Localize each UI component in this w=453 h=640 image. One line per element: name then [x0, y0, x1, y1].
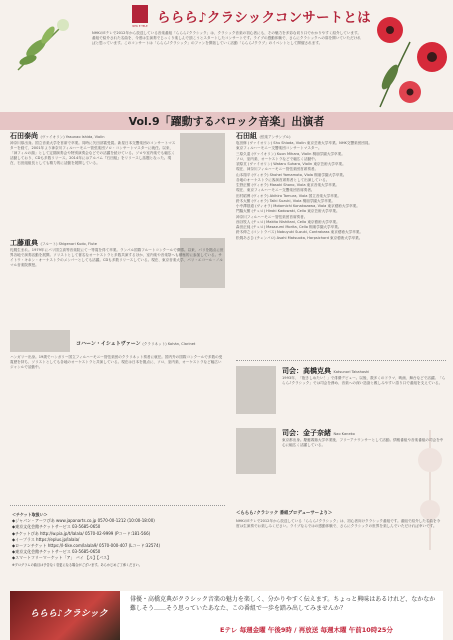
member-entry: 西谷牧人 (チェロ) Makito Nishitani, Cello 東京藝術大学卒業。	[236, 219, 340, 224]
banner-text: 俳優・高橋克典がクラシック音楽の魅力を楽しく、分かりやすく伝えます。ちょっと興味はあるけれど、なかなか難しそう……そう思っていたあなた、この番組で一歩を踏み出してみませんか？	[130, 596, 436, 612]
logo-subtitle: NHK E TELE	[132, 25, 148, 28]
member-entry: 田村昭博 (ヴィオラ) Akihiro Tamura, Viola 国立音楽大学卒業。	[236, 193, 341, 198]
performer-3-bio: ハンガリー出身。19歳でハンガリー国立フィルハーモニー管弦楽団のクラリネット奏者に就任。国内外の国際コンクールで多数の受賞歴を持ち、ソリストとしても各地のオーケストラと共演している。現在は日本を拠点に、ソロ、室内楽、オーケストラなど幅広いジャンルで活動中。	[10, 355, 223, 370]
divider	[10, 505, 225, 506]
host-name: 司会：高橋克典	[282, 367, 331, 375]
host2-heading	[282, 428, 355, 438]
flower-decoration-left	[8, 10, 78, 80]
ticket-item[interactable]: ◆イープラス https://eplus.jp/lalala/	[12, 536, 80, 542]
intro-text: NHKのEテレで2012年から放送している音楽番組「ららら♪クラシック」は、クラシック音楽の初心者にも、その魅力を多彩な切り口でわかりやすく紹介しています。番組で紹介された名曲を、今度は生演奏でじっくり楽しんで頂こうとスタートしたコンサートです。ライブの感動体験で、さらにクラシックへの扉を開いていただければと思っています。このコンサートは「ららら♪クラシック」のファンを開拓していく活動「ららら♪クラブ」のイベントとして開催されます。	[92, 31, 361, 46]
performer-3-role: (クラリネット) Kohán, Clarinet	[142, 342, 196, 346]
group-heading	[236, 131, 291, 141]
banner-logo: ららら♪クラシック	[30, 609, 108, 619]
broadcast-schedule: Eテレ 毎週金曜 午後9時 / 再放送 毎週木曜 午前10時25分	[220, 626, 393, 634]
host2-name: 司会：金子奈緒	[282, 429, 331, 437]
ticket-item[interactable]: ◆ジャパン・アーツぴあ www.japanarts.co.jp 0570-00-1212 (10:00-18:00)	[12, 518, 155, 524]
performer-1-name: 石田泰尚	[10, 132, 38, 140]
vol-title: Vol.9「躍動するバロック音楽」出演者	[128, 115, 325, 128]
performer-2-bio: 札幌生まれ。1979年にパリ国立高等音楽院にて一等賞を得て卒業。ランパル国際フルートコンクールで優勝。以来、パリを拠点に世界各地で演奏活動を展開。ソリストとして著名なオーケストラと多数共演するほか、室内楽や音楽祭へも積極的に参加している。サイトウ・キネン・オーケストラのメンバーとしても活躍。CDも多数リリースしている。現在、東京音楽大学、パリ・エコール・ノルマル音楽院教授。	[10, 248, 224, 268]
producer-heading: ＜ららら♪クラシック 番組プロデューサーより＞	[236, 511, 333, 516]
member-entry: 小中澤基道 (ヴィオラ) Motomichi Konakazawa, Viola 東京藝術大学卒業。	[236, 204, 360, 208]
member-entry: 鈴木大樹 (ヴィオラ) Taiki Suzuki, Viola 桐朋学園大学卒業。	[236, 198, 335, 203]
performer-3-heading	[76, 340, 195, 347]
performer-3-photo	[10, 330, 70, 352]
member-entry: 現在、神奈川フィルハーモニー管弦楽団首席奏者。	[236, 167, 319, 172]
performer-2-heading	[10, 238, 97, 248]
ticket-heading: ＜チケット取扱い＞	[12, 512, 48, 517]
host2-role: Nao Kaneko	[333, 432, 355, 436]
member-entry: 鈴木伸之 (コントラバス) Nobuyuki Suzuki, Contrabass 東京藝術大学卒業。	[236, 230, 363, 235]
ticket-item[interactable]: ◆ローソンチケット https://l-tike.com/lalala9/ 0570-000-407 (Lコード:32574)	[12, 543, 161, 549]
member-entry: 森田正純 (チェロ) Masazumi Morita, Cello 桐朋学園大学卒業。	[236, 225, 342, 229]
member-entry: 須原亘 (ヴァイオリン) Wataru Suhara, Violin 東京芸術大学卒業。	[236, 162, 346, 166]
member-entry: 各地のオーケストラに客演首席奏者として出演している。	[236, 177, 330, 182]
program-logo	[132, 5, 148, 23]
ticket-item[interactable]: ◆チケットぴあ http://w.pia.jp/t/lalala/ 0570-02-9999 (Pコード:181-566)	[12, 530, 151, 536]
host-role: Katsunori Takahashi	[333, 370, 370, 374]
performer-1-bio: 神奈川県出身。国立音楽大学を首席で卒業。同時に矢田部賞受賞。新星日本交響楽団のコンサートマスターを経て、2001年より神奈川フィルハーモニー管弦楽団ソロ・コンサートマスターに就任。以来、「神フィルの顔」として定期演奏会や特別演奏会などでの活躍を続けている。ソロや室内楽でも幅広く活動しており、CDも多数リリース。2014年にはアルバム『石田組』をリリースし話題となった。現在、石田組組長としても精力的に活動を展開している。	[10, 141, 176, 166]
page-title: ららら♪クラシックコンサートとは	[157, 10, 371, 26]
ticket-section	[12, 512, 227, 568]
member-entry: 現在、東京フィルハーモニー交響楽団首席奏者。	[236, 188, 315, 193]
member-entry: ソロ、室内楽、オーケストラなどで幅広く活動中。	[236, 156, 319, 161]
member-entry: 神奈川フィルハーモニー管弦楽団首席奏者。	[236, 214, 308, 219]
ticket-item[interactable]: ◆東京文化会館チケットサービス 03-5685-0650	[12, 549, 101, 555]
member-entry: 塩田修 (ヴァイオリン) Shu Shioda, Violin 東京芸術大学卒業。NHK交響楽団団員。	[236, 141, 373, 145]
ticket-note: ※プログラムの曲目は予告なく変更になる場合がございます。あらかじめご了承ください。	[12, 562, 142, 567]
host2-bio: 東京都出身。慶應義塾大学卒業後、フリーアナウンサーとして活動。情報番組や音楽番組の司会を中心に幅広く活躍している。	[282, 438, 444, 448]
member-entry: 東京フィルハーモニー交響楽団コンサートマスター。	[236, 146, 322, 151]
ticket-item[interactable]: ◆東京文化会館チケットサービス 03-5685-0650	[12, 524, 101, 530]
member-entry: 山本翔平 (ヴィオラ) Shohei Yamamoto, Viola 桐朋学園大学卒業。	[236, 172, 347, 177]
performer-1-heading	[10, 131, 105, 141]
producer-message: NHKのEテレで2012年から放送している「ららら♪クラシック」は、初心者向けクラシック番組です。番組で紹介した名曲を今度は生演奏でお楽しみください。ライブならではの感動体験で、さらにクラシックの世界を楽しんでいただければ幸いです。	[236, 519, 441, 529]
member-entry: 生野正樹 (ヴィオラ) Masaki Shono, Viola 東京音楽大学卒業。	[236, 183, 340, 187]
member-entry: 門脇大樹 (チェロ) Hiroki Kadowaki, Cello 東京芸術大学卒業。	[236, 209, 340, 214]
performer-2-role: (フルート) Shigenori Kudo, Flute	[40, 242, 97, 246]
member-list	[236, 141, 446, 241]
host-heading	[282, 366, 369, 376]
member-entry: 三原久遠 (ヴァイオリン) Kuon Mihara, Violin 桐朋学園大学卒業。	[236, 151, 345, 156]
performer-1-photo	[180, 133, 225, 183]
host-bio: 1993年、「抱きしめたい！」で俳優デビュー。以後、数多くのドラマ、映画、舞台などで活躍。「ららら♪クラシック」では司会を務め、音楽への深い造詣と親しみやすい語り口で番組を支えている。	[282, 376, 446, 386]
performer-2-name: 工藤重典	[10, 239, 38, 247]
ticket-item[interactable]: ◆スマートフリーマーケット「ア」 バイ 【ル】【パス】	[12, 555, 112, 561]
group-role: (弦楽アンサンブル)	[259, 135, 291, 139]
host-photo	[236, 366, 276, 414]
member-entry: 松岡あさひ (チェンバロ) Asahi Matsuoka, Harpsichord 東京藝術大学卒業。	[236, 235, 363, 240]
host2-photo	[236, 428, 276, 474]
group-name: 石田組	[236, 132, 257, 140]
performer-3-name: コハーン・イシュトヴァーン	[76, 341, 141, 347]
performer-1-role: (ヴァイオリン) Yasunao Ishida, Violin	[40, 135, 105, 139]
flower-decoration-right	[360, 2, 453, 112]
divider	[236, 360, 446, 361]
